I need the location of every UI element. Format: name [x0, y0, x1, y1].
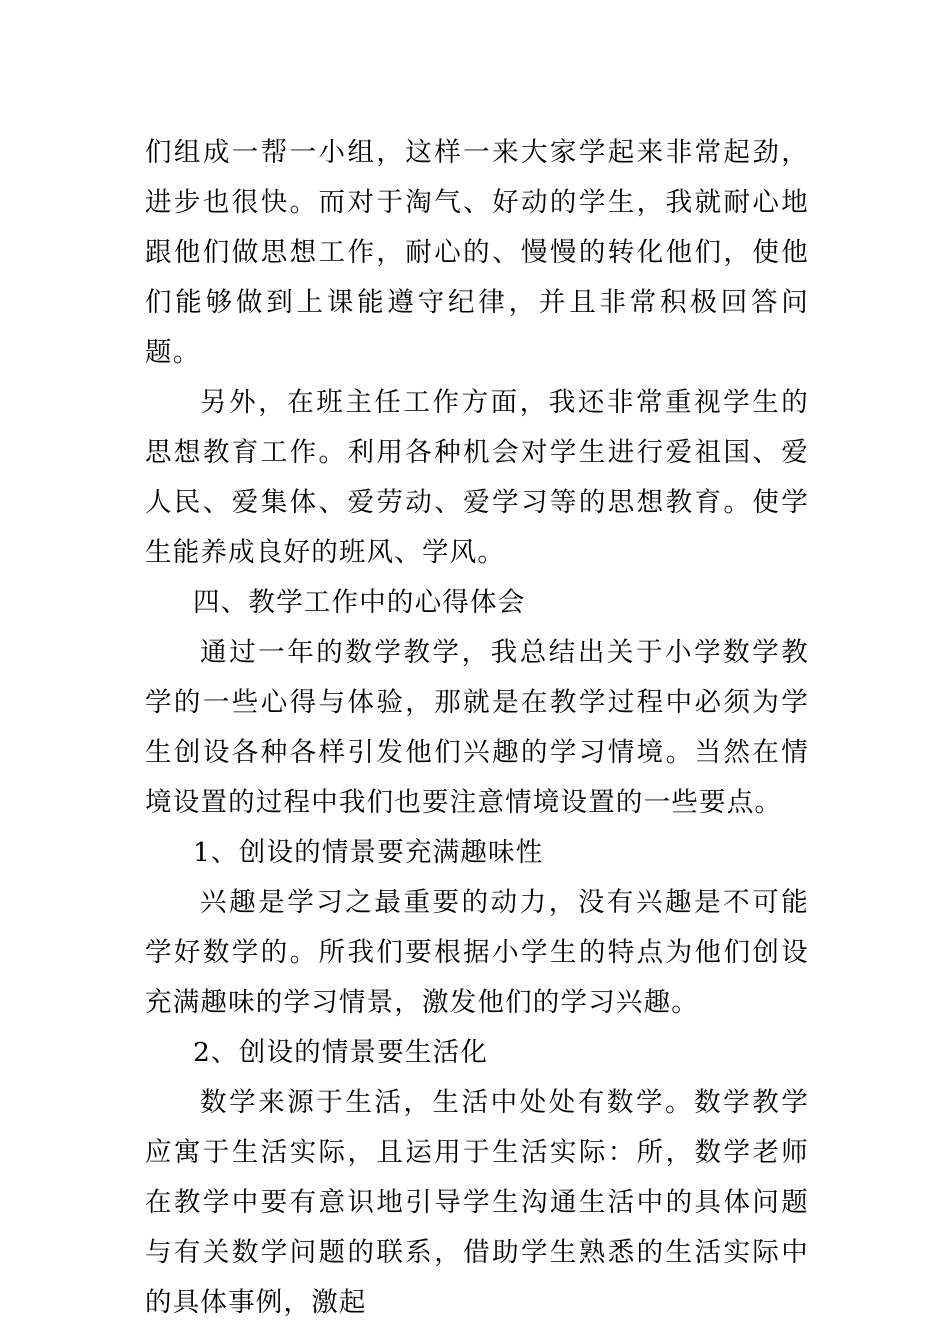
subheading-1: 1、创设的情景要充满趣味性: [193, 837, 544, 868]
paragraph-interest: 兴趣是学习之最重要的动力，没有兴趣是不可能学好数学的。所我们要根据小学生的特点为他们创设充满趣味的学习情景，激发他们的学习兴趣。: [145, 887, 809, 1018]
paragraph-continuation: 们组成一帮一小组，这样一来大家学起来非常起劲，进步也很快。而对于淘气、好动的学生，我就耐心地跟他们做思想工作，耐心的、慢慢的转化他们，使他们能够做到上课能遵守纪律，并且非常积极回答问题。: [145, 137, 809, 368]
paragraph-life-math: 数学来源于生活，生活中处处有数学。数学教学应寓于生活实际，且运用于生活实际：所，数学老师在教学中要有意识地引导学生沟通生活中的具体问题与有关数学问题的联系，借助学生熟悉的生活实际中的具体事例，激起: [145, 1087, 809, 1318]
document-body: [145, 128, 809, 1328]
section-heading-4: 四、教学工作中的心得体会: [193, 587, 526, 618]
paragraph-teaching-experience: 通过一年的数学教学，我总结出关于小学数学教学的一些心得与体验，那就是在教学过程中必须为学生创设各种各样引发他们兴趣的学习情境。当然在情境设置的过程中我们也要注意情境设置的一些要点。: [145, 637, 809, 818]
paragraph-class-teacher-work: 另外，在班主任工作方面，我还非常重视学生的思想教育工作。利用各种机会对学生进行爱祖国、爱人民、爱集体、爱劳动、爱学习等的思想教育。使学生能养成良好的班风、学风。: [145, 387, 809, 568]
subheading-2: 2、创设的情景要生活化: [193, 1037, 489, 1068]
